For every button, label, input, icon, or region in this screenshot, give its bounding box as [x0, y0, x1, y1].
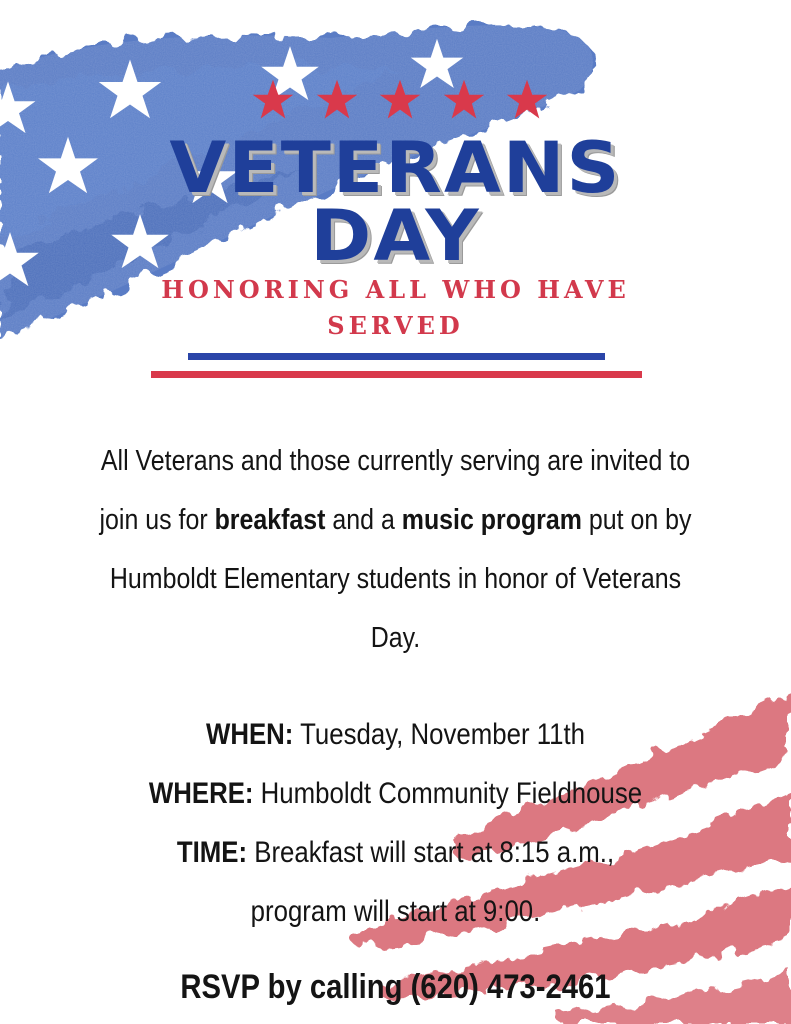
- red-star-icon: [441, 78, 487, 122]
- title-day: DAY: [310, 195, 481, 277]
- red-star-icon: [377, 78, 423, 122]
- intro-text: put on by Humboldt Elementary students in honor of Veterans Day.: [109, 504, 692, 654]
- time-label: TIME:: [176, 836, 248, 869]
- when-value: Tuesday, November 11th: [293, 718, 586, 751]
- red-stars-row: [250, 78, 550, 122]
- time-line-2: program will start at 9:00.: [250, 895, 541, 928]
- where-value: Humboldt Community Fieldhouse: [253, 777, 643, 810]
- title-veterans: VETERANS: [169, 127, 622, 209]
- time-line: [73, 823, 719, 882]
- rsvp-line: RSVP by calling (620) 473-2461: [180, 968, 611, 1006]
- subtitle-line1: HONORING ALL WHO HAVE: [161, 275, 630, 304]
- where-label: WHERE:: [148, 777, 254, 810]
- event-details: [73, 705, 719, 941]
- where-line: [73, 764, 719, 823]
- intro-text: and a: [325, 504, 402, 536]
- invitation-paragraph: [90, 432, 701, 668]
- breakfast-highlight: breakfast: [214, 504, 326, 536]
- subtitle: [110, 272, 681, 344]
- music-program-highlight: music program: [401, 504, 582, 536]
- red-star-icon: [504, 78, 550, 122]
- subtitle-line2: SERVED: [327, 311, 464, 340]
- when-label: WHEN:: [205, 718, 294, 751]
- when-line: [73, 705, 719, 764]
- red-divider: [151, 371, 642, 378]
- blue-divider: [188, 353, 605, 360]
- intro-text: All Veterans and those currently serving are invited to join us for: [99, 445, 691, 536]
- time-value: Breakfast will start at 8:15 a.m.,: [247, 836, 615, 869]
- red-star-icon: [250, 78, 296, 122]
- red-star-icon: [314, 78, 360, 122]
